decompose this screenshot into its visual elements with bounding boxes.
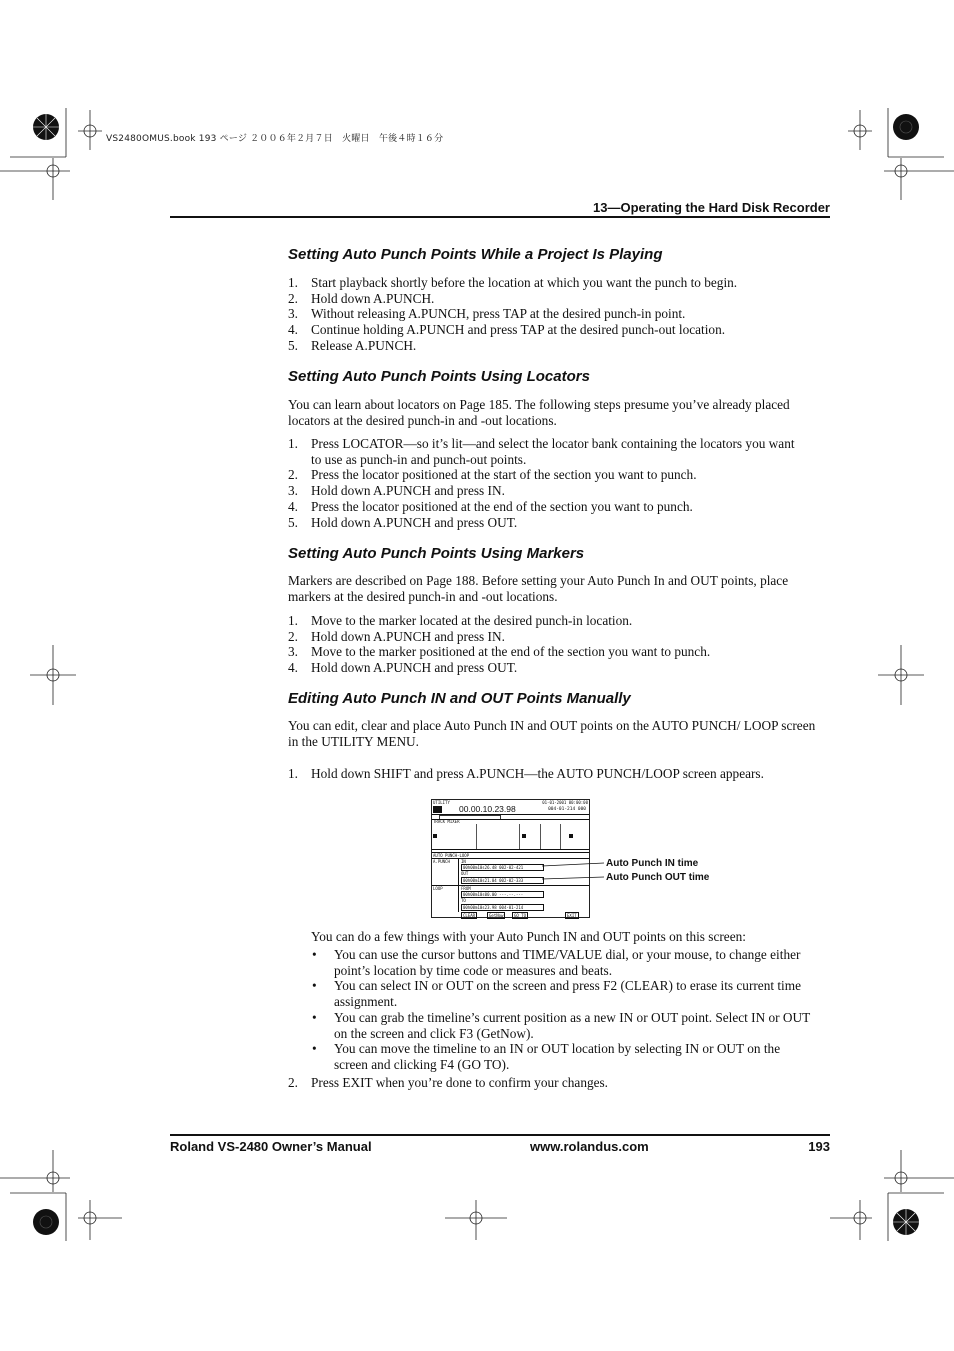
lcd-menu-label: UTILITY (433, 800, 450, 805)
list-item: 3. Move to the marker positioned at the end of the section you want to punch. (288, 644, 711, 660)
callout-auto-punch-in: Auto Punch IN time (606, 858, 699, 869)
bullet-list (311, 947, 811, 1073)
list-item: 5. Hold down A.PUNCH and press OUT. (288, 514, 518, 530)
lcd-f4-goto: GO TO (514, 913, 527, 918)
lcd-out-label: OUT (461, 871, 469, 876)
print-info-line: VS2480OMUS.book 193 ページ ２００６年２月７日 火曜日 午後４時１６分 (106, 134, 444, 144)
lcd-f6-exit: EXIT (567, 913, 577, 918)
screen-note: You can do a few things with your Auto Punch IN and OUT points on this screen: (311, 929, 746, 944)
lcd-loop-label: LOOP (433, 886, 443, 891)
list-item: • You can grab the timeline’s current position as a new IN or OUT point. Select IN or OUT on the screen and click F3 (GetNow). (311, 1010, 811, 1041)
steps-list (288, 1075, 808, 1091)
steps-list (288, 766, 808, 782)
section-intro: You can edit, clear and place Auto Punch IN and OUT points on the AUTO PUNCH/ LOOP screen in the UTILITY MENU. (288, 718, 816, 749)
lcd-to-value: 00h00m10s23.98 004-01-214 (463, 905, 524, 910)
section-heading: Editing Auto Punch IN and OUT Points Manually (288, 690, 631, 707)
lcd-from-value: 00h00m10s00.00 ---.--.--- (463, 892, 524, 897)
list-item: 1. Move to the marker located at the desired punch-in location. (288, 613, 633, 628)
footer-rule (170, 1134, 830, 1136)
list-item: 3. Without releasing A.PUNCH, press TAP at the desired punch-in point. (288, 306, 686, 322)
callout-auto-punch-out: Auto Punch OUT time (606, 872, 710, 883)
list-item: 1. Start playback shortly before the location at which you want the punch to begin. (288, 275, 738, 290)
lcd-measure-display: 004-01-214 000 (548, 807, 586, 812)
lcd-date: 01-01-2001 00:00:00 (542, 800, 588, 805)
list-item: 1. Press LOCATOR—so it’s lit—and select the locator bank containing the locators you want to use as punch-in and punch-out points. (288, 436, 795, 467)
list-item: 2. Hold down A.PUNCH. (288, 290, 435, 306)
auto-punch-loop-screen (431, 799, 590, 918)
list-item: 4. Continue holding A.PUNCH and press TAP at the desired punch-out location. (288, 322, 726, 338)
list-item: 4. Press the locator positioned at the end of the section you want to punch. (288, 498, 693, 514)
lcd-time-display: 00.00.10.23.98 (459, 804, 516, 814)
list-item: • You can use the cursor buttons and TIME/VALUE dial, or your mouse, to change either point’s location by time code or measures and beats. (311, 947, 811, 978)
section-intro: Markers are described on Page 188. Before setting your Auto Punch In and OUT points, place markers at the desired punch-in and -out locations. (288, 573, 789, 604)
lcd-f2-clear: CLEAR (463, 913, 476, 918)
footer-manual-title: Roland VS-2480 Owner’s Manual (170, 1139, 372, 1154)
lcd-out-value: 00h00m10s21.04 002-02-333 (463, 878, 524, 883)
list-item: 4. Hold down A.PUNCH and press OUT. (288, 660, 518, 676)
chapter-title: 13—Operating the Hard Disk Recorder (593, 200, 830, 215)
list-item: 2. Press the locator positioned at the start of the section you want to punch. (288, 467, 697, 483)
section-heading: Setting Auto Punch Points While a Project Is Playing (288, 246, 663, 263)
list-item: • You can select IN or OUT on the screen and press F2 (CLEAR) to erase its current time assignment. (311, 978, 811, 1009)
list-item: 3. Hold down A.PUNCH and press IN. (288, 483, 505, 499)
lcd-f3-getnow: GetNow (489, 913, 504, 918)
list-item: 5. Release A.PUNCH. (288, 337, 417, 353)
lcd-section-title: AUTO PUNCH-LOOP (433, 853, 470, 858)
footer-url[interactable]: www.rolandus.com (530, 1139, 649, 1154)
section-intro: You can learn about locators on Page 185. The following steps presume you’ve already placed locators at the desired punch-in and -out locations. (288, 397, 790, 428)
section-heading: Setting Auto Punch Points Using Markers (288, 545, 585, 562)
list-item: • You can move the timeline to an IN or OUT location by selecting IN or OUT on the screen and clicking F4 (GO TO). (311, 1041, 811, 1072)
lcd-from-label: FROM (461, 886, 471, 891)
lcd-apunch-label: A.PUNCH (433, 859, 450, 864)
lcd-in-value: 00h00m10s26.48 002-02-421 (463, 865, 524, 870)
page-number: 193 (808, 1139, 830, 1154)
list-item: 1. Hold down SHIFT and press A.PUNCH—the AUTO PUNCH/LOOP screen appears. (288, 766, 764, 781)
section-heading: Setting Auto Punch Points Using Locators (288, 368, 590, 385)
steps-list (288, 436, 808, 530)
lcd-in-label: IN (461, 859, 466, 864)
list-item: 2. Hold down A.PUNCH and press IN. (288, 628, 505, 644)
steps-list (288, 613, 808, 676)
callout-leaders (540, 860, 610, 884)
list-item: 2. Press EXIT when you’re done to confirm your changes. (288, 1075, 609, 1090)
header-rule (170, 216, 830, 218)
lcd-to-label: TO (461, 898, 466, 903)
lcd-track-mixer-label: TRACK MIXER (433, 819, 460, 824)
steps-list (288, 275, 808, 354)
